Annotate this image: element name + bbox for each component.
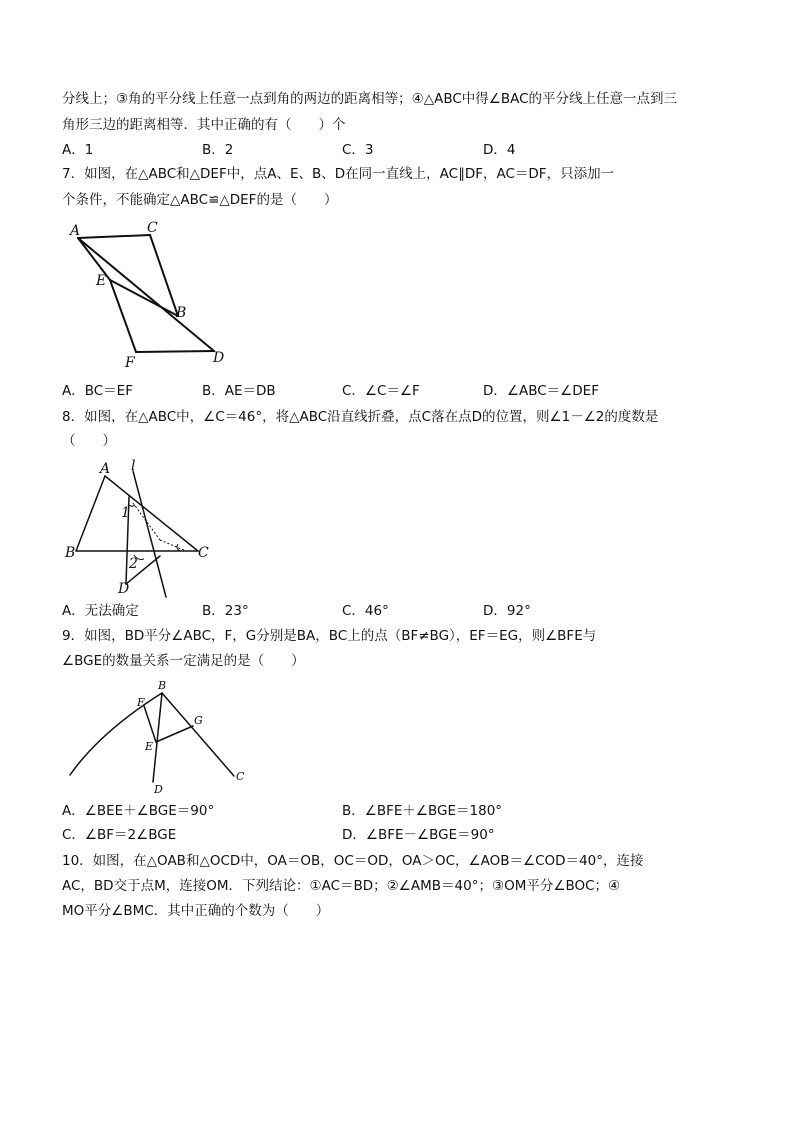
q9-label-b: B: [158, 679, 167, 692]
q9-label-g: G: [194, 714, 203, 727]
q7-label-b: B: [176, 305, 187, 321]
q6-option-d[interactable]: D．4: [483, 142, 516, 158]
q6-text-line-2: 角形三边的距离相等．其中正确的有（ ）个: [62, 117, 346, 133]
q8-label-a: A: [100, 461, 111, 477]
q8-label-2: 2: [129, 556, 138, 572]
q7-label-f: F: [125, 355, 135, 371]
q8-option-a[interactable]: A．无法确定: [62, 603, 139, 619]
q9-segment-eg: [156, 726, 193, 742]
q9-label-f: F: [137, 696, 145, 709]
q8-text-line-1: 8．如图，在△ABC中，∠C＝46°，将△ABC沿直线折叠，点C落在点D的位置，则∠1－∠2的度数是: [62, 409, 659, 425]
q7-label-c: C: [147, 220, 158, 236]
q7-text-line-1: 7．如图，在△ABC和△DEF中，点A、E、B、D在同一直线上，AC∥DF，AC＝DF，只添加一: [62, 166, 615, 182]
q7-label-e: E: [96, 273, 107, 289]
q10-text-line-2: AC，BD交于点M，连接OM．下列结论：①AC＝BD；②∠AMB＝40°；③OM平分∠BOC；④: [62, 878, 621, 894]
q7-option-a[interactable]: A．BC＝EF: [62, 383, 133, 399]
q9-ray-ba: [70, 693, 162, 775]
q9-option-c[interactable]: C．∠BF＝2∠BGE: [62, 827, 177, 843]
q7-label-a: A: [70, 223, 81, 239]
q9-option-b[interactable]: B．∠BFE＋∠BGE＝180°: [342, 803, 503, 819]
q9-text-line-2: ∠BGE的数量关系一定满足的是（ ）: [62, 653, 305, 669]
q7-option-d[interactable]: D．∠ABC＝∠DEF: [483, 383, 599, 399]
q9-label-e: E: [145, 740, 154, 753]
q6-text-line-1: 分线上；③角的平分线上任意一点到角的两边的距离相等；④△ABC中得∠BAC的平分线上任意一点到三: [62, 91, 678, 107]
q7-option-c[interactable]: C．∠C＝∠F: [342, 383, 420, 399]
q10-text-line-1: 10．如图，在△OAB和△OCD中，OA＝OB，OC＝OD，OA＞OC，∠AOB＝∠COD＝40°，连接: [62, 853, 644, 869]
q7-option-b[interactable]: B．AE＝DB: [202, 383, 276, 399]
q9-option-d[interactable]: D．∠BFE－∠BGE＝90°: [342, 827, 495, 843]
q9-option-a[interactable]: A．∠BEE＋∠BGE＝90°: [62, 803, 215, 819]
q8-text-line-2: （ ）: [62, 433, 116, 449]
q8-option-d[interactable]: D．92°: [483, 603, 531, 619]
q9-label-c: C: [236, 770, 245, 783]
q8-label-b: B: [65, 545, 76, 561]
q7-text-line-2: 个条件，不能确定△ABC≌△DEF的是（ ）: [62, 192, 338, 208]
q8-label-l: l: [131, 458, 136, 474]
q9-segment-fe: [144, 706, 156, 742]
q8-option-b[interactable]: B．23°: [202, 603, 249, 619]
q8-label-c: C: [198, 545, 209, 561]
q6-option-b[interactable]: B．2: [202, 142, 234, 158]
q8-option-c[interactable]: C．46°: [342, 603, 389, 619]
q8-label-d: D: [118, 581, 130, 597]
q7-label-d: D: [213, 350, 225, 366]
q9-label-d: D: [154, 783, 163, 796]
q8-label-1: 1: [121, 505, 130, 521]
q6-option-c[interactable]: C．3: [342, 142, 374, 158]
q9-text-line-1: 9．如图，BD平分∠ABC，F，G分别是BA，BC上的点（BF≠BG），EF＝EG，则∠BFE与: [62, 628, 597, 644]
q6-option-a[interactable]: A．1: [62, 142, 94, 158]
q10-text-line-3: MO平分∠BMC．其中正确的个数为（ ）: [62, 903, 330, 919]
